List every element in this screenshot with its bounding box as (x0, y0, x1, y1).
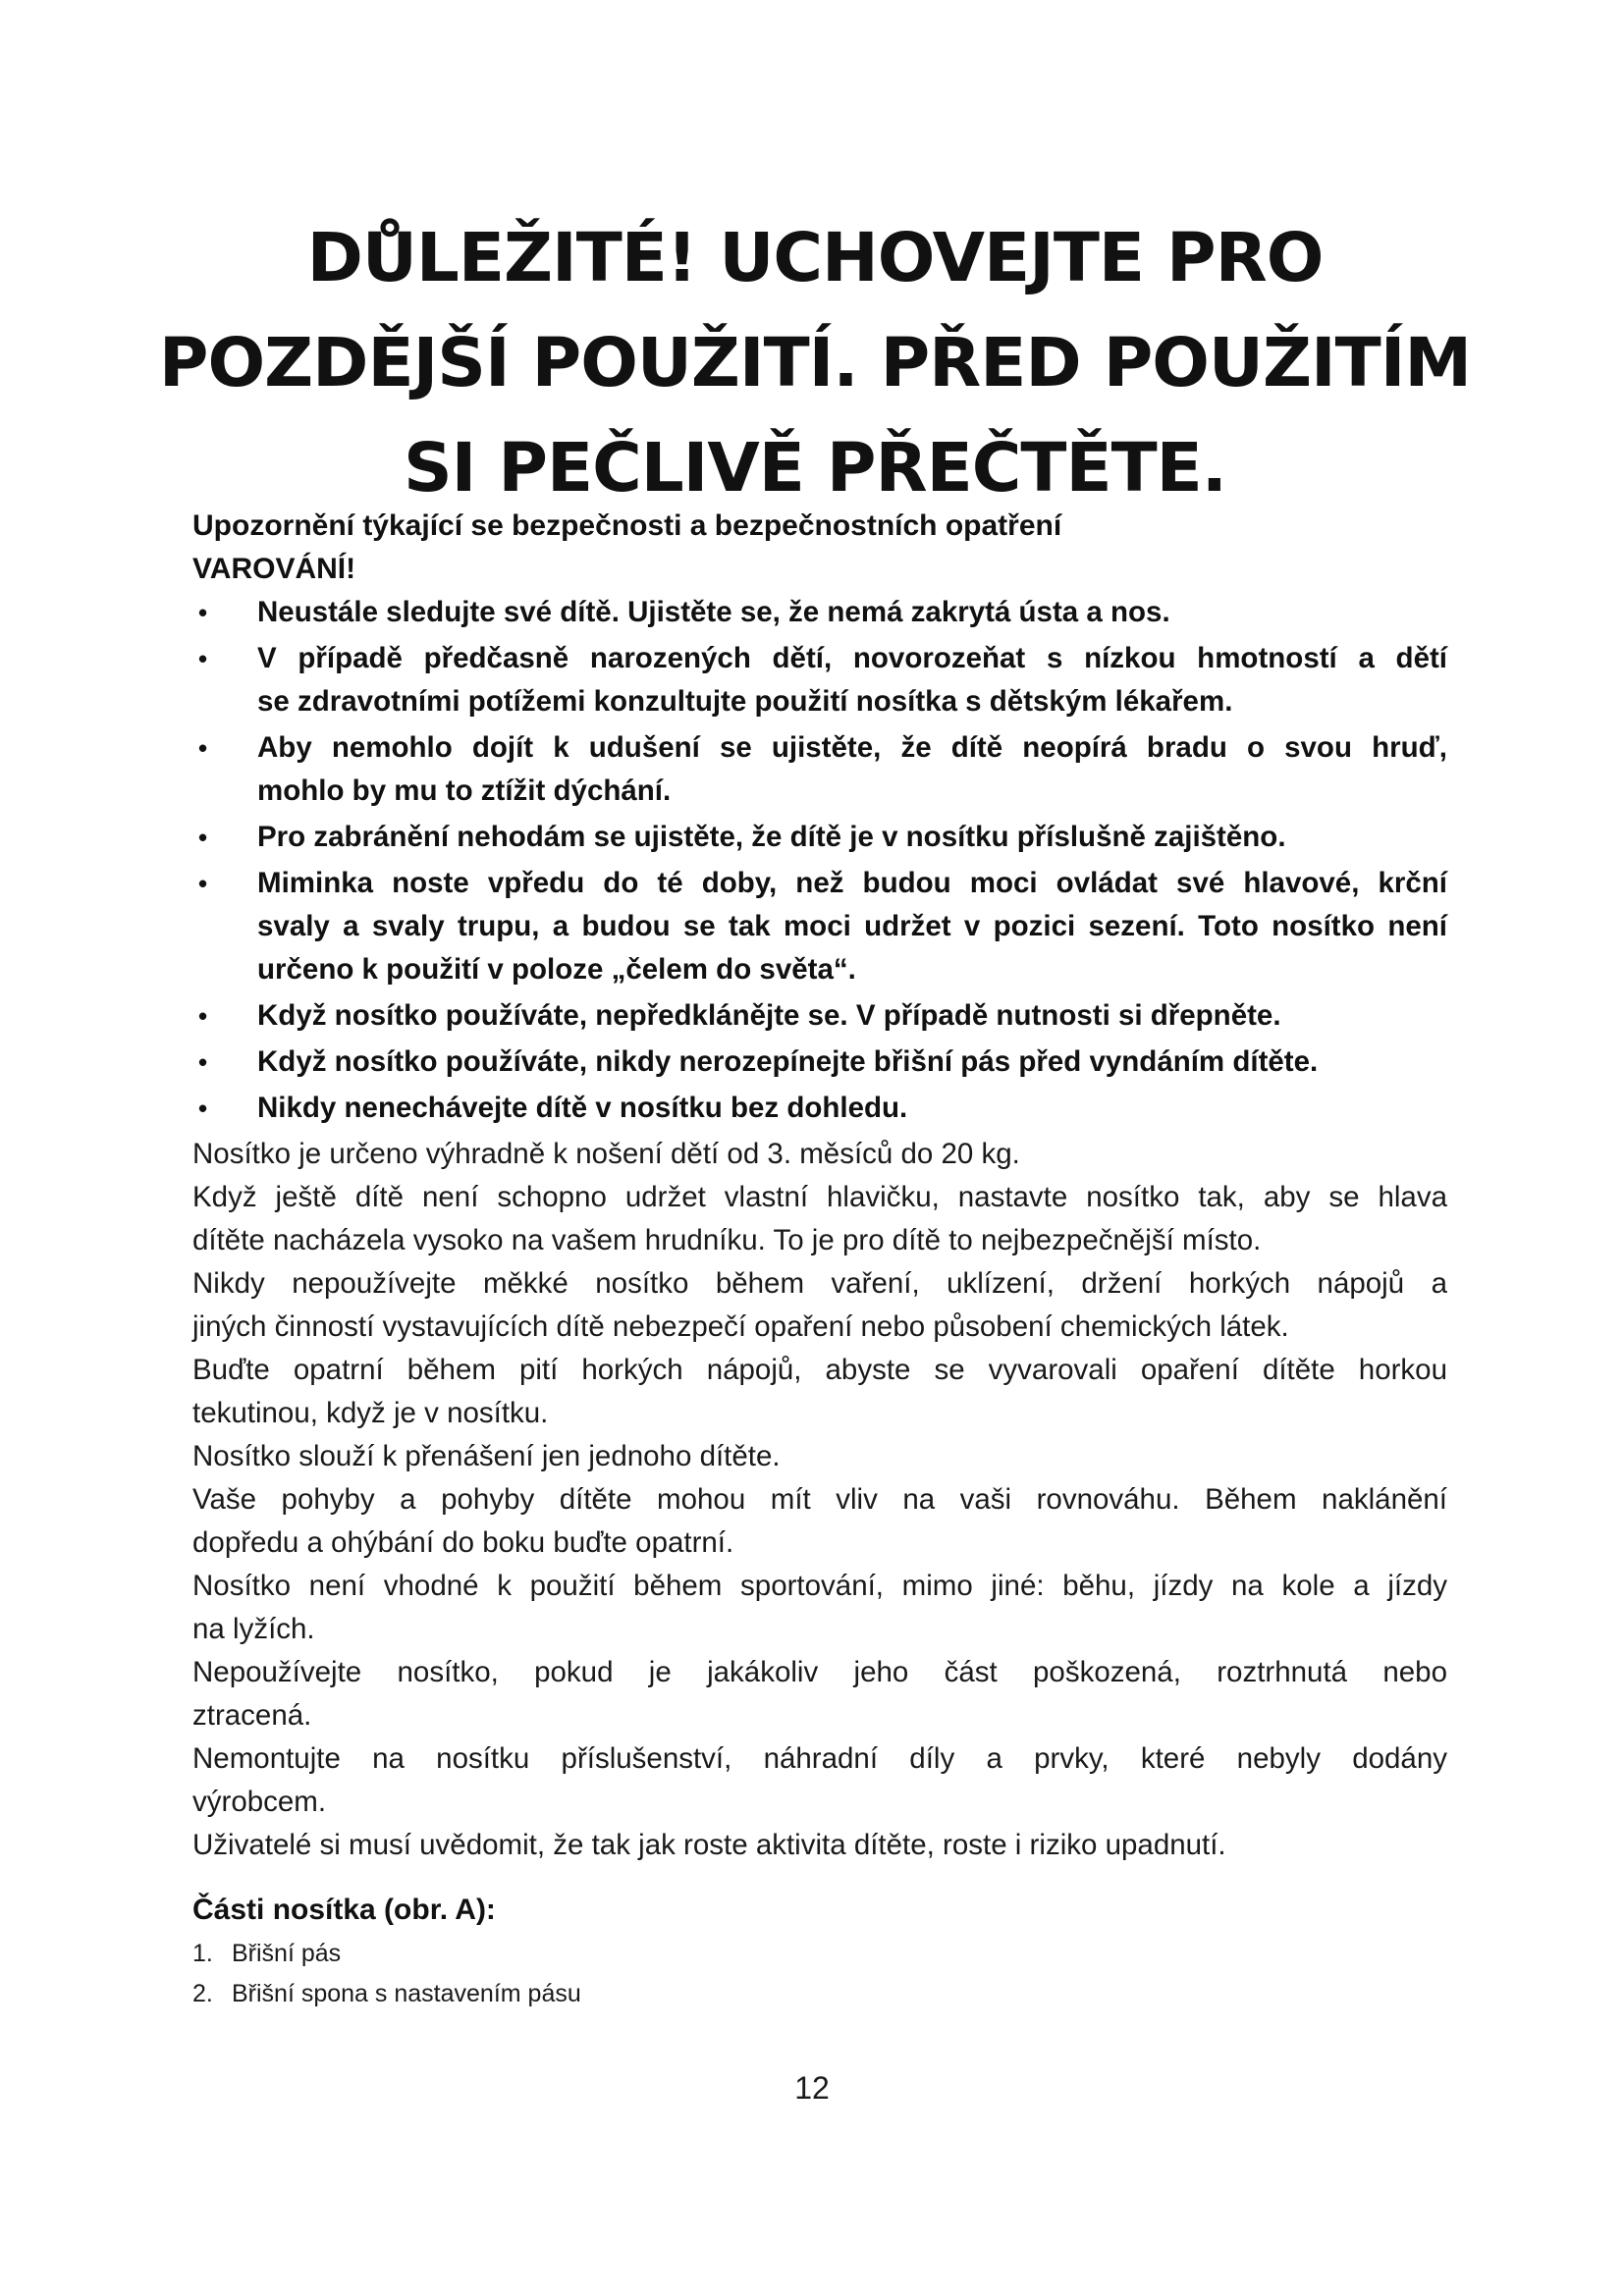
bullet-icon: • (198, 598, 208, 627)
bullet-icon: • (198, 823, 208, 852)
body-paragraph (192, 1176, 1447, 1262)
paragraph-line: Nemontujte na nosítku příslušenství, náhradní díly a prvky, které nebyly dodány (192, 1742, 1447, 1775)
paragraph-line: Uživatelé si musí uvědomit, že tak jak roste aktivita dítěte, roste i riziko upadnutí. (192, 1829, 1226, 1861)
parts-heading: Části nosítka (obr. A): (192, 1894, 496, 1926)
title-line: SI PEČLIVĚ PŘEČTĚTE. (403, 429, 1227, 507)
warning-text: Aby nemohlo dojít k udušení se ujistěte, že dítě neopírá bradu o svou hruď, (257, 731, 1447, 764)
paragraph-line: Nepoužívejte nosítko, pokud je jakákoliv jeho část poškozená, roztrhnutá nebo (192, 1656, 1447, 1688)
warning-text: se zdravotními potížemi konzultujte použití nosítka s dětským lékařem. (257, 685, 1233, 718)
bullet-icon: • (198, 1047, 208, 1077)
paragraph-line: dopředu a ohýbání do boku buďte opatrní. (192, 1526, 734, 1559)
paragraph-line: Nosítko není vhodné k použití během sportování, mimo jiné: běhu, jízdy na kole a jízdy (192, 1570, 1447, 1602)
parts-item (192, 1934, 1447, 1974)
paragraph-line: Když ještě dítě není schopno udržet vlastní hlavičku, nastavte nosítko tak, aby se hlava (192, 1181, 1447, 1213)
warning-text: Neustále sledujte své dítě. Ujistěte se, že nemá zakrytá ústa a nos. (257, 596, 1170, 628)
paragraph-line: Nikdy nepoužívejte měkké nosítko během vaření, uklízení, držení horkých nápojů a (192, 1267, 1447, 1300)
parts-item (192, 1974, 1447, 2014)
warning-text: určeno k použití v poloze „čelem do světa“. (257, 953, 856, 986)
paragraph-line: ztracená. (192, 1699, 312, 1732)
paragraph-line: Buďte opatrní během pití horkých nápojů, abyste se vyvarovali opaření dítěte horkou (192, 1354, 1447, 1386)
warning-item (192, 1041, 1447, 1084)
paragraph-line: výrobcem. (192, 1786, 327, 1818)
body-paragraph (192, 1824, 1447, 1867)
bullet-icon: • (198, 869, 208, 898)
paragraph-line: tekutinou, když je v nosítku. (192, 1397, 549, 1429)
page-content (192, 505, 1447, 2014)
parts-item-number: 1. (192, 1940, 213, 1967)
warning-text: Nikdy nenechávejte dítě v nosítku bez dohledu. (257, 1092, 908, 1124)
paragraph-line: Nosítko je určeno výhradně k nošení dětí od 3. měsíců do 20 kg. (192, 1138, 1020, 1170)
warning-item (192, 862, 1447, 991)
warning-item (192, 726, 1447, 813)
body-paragraph (192, 1262, 1447, 1349)
bullet-icon: • (198, 1094, 208, 1123)
warning-item (192, 816, 1447, 859)
paragraph-line: Nosítko slouží k přenášení jen jednoho dítěte. (192, 1440, 781, 1472)
safety-heading: Upozornění týkající se bezpečnosti a bezpečnostních opatření (192, 509, 1062, 542)
warning-text: Pro zabránění nehodám se ujistěte, že dítě je v nosítku příslušně zajištěno. (257, 821, 1286, 853)
body-paragraph (192, 1565, 1447, 1651)
warning-text: V případě předčasně narozených dětí, novorozeňat s nízkou hmotností a dětí (257, 642, 1447, 674)
bullet-icon: • (198, 644, 208, 673)
parts-list (192, 1934, 1447, 2014)
title-line: POZDĚJŠÍ POUŽITÍ. PŘED POUŽITÍM (158, 324, 1472, 402)
paragraph-line: jiných činností vystavujících dítě nebezpečí opaření nebo působení chemických látek. (192, 1310, 1289, 1343)
body-paragraph (192, 1737, 1447, 1824)
bullet-icon: • (198, 733, 208, 763)
parts-item-label: Břišní spona s nastavením pásu (232, 1980, 581, 2007)
bullet-icon: • (198, 1001, 208, 1031)
body-paragraph (192, 1651, 1447, 1737)
warning-text: mohlo by mu to ztížit dýchání. (257, 774, 672, 807)
warning-text: Když nosítko používáte, nepředklánějte se. V případě nutnosti si dřepněte. (257, 999, 1281, 1032)
warning-list (192, 591, 1447, 1130)
body-paragraph (192, 1133, 1447, 1176)
body-paragraph (192, 1349, 1447, 1435)
warning-text: Miminka noste vpředu do té doby, než budou moci ovládat své hlavové, krční (257, 867, 1447, 899)
warning-item (192, 637, 1447, 723)
body-paragraph (192, 1435, 1447, 1478)
page-title (157, 206, 1473, 521)
parts-item-number: 2. (192, 1980, 213, 2007)
paragraph-line: na lyžích. (192, 1613, 315, 1645)
warning-item (192, 1087, 1447, 1130)
warning-label: VAROVÁNÍ! (192, 553, 356, 585)
title-line: DŮLEŽITÉ! UCHOVEJTE PRO (306, 219, 1324, 297)
parts-item-label: Břišní pás (232, 1940, 342, 1967)
paragraph-line: Vaše pohyby a pohyby dítěte mohou mít vliv na vaši rovnováhu. Během naklánění (192, 1483, 1447, 1516)
warning-item (192, 591, 1447, 634)
body-paragraph (192, 1478, 1447, 1565)
warning-item (192, 994, 1447, 1038)
page-number: 12 (794, 2070, 830, 2106)
warning-text: svaly a svaly trupu, a budou se tak moci udržet v pozici sezení. Toto nosítko není (257, 910, 1447, 942)
warning-text: Když nosítko používáte, nikdy nerozepínejte břišní pás před vyndáním dítěte. (257, 1045, 1319, 1078)
paragraph-line: dítěte nacházela vysoko na vašem hrudníku. To je pro dítě to nejbezpečnější místo. (192, 1224, 1262, 1256)
